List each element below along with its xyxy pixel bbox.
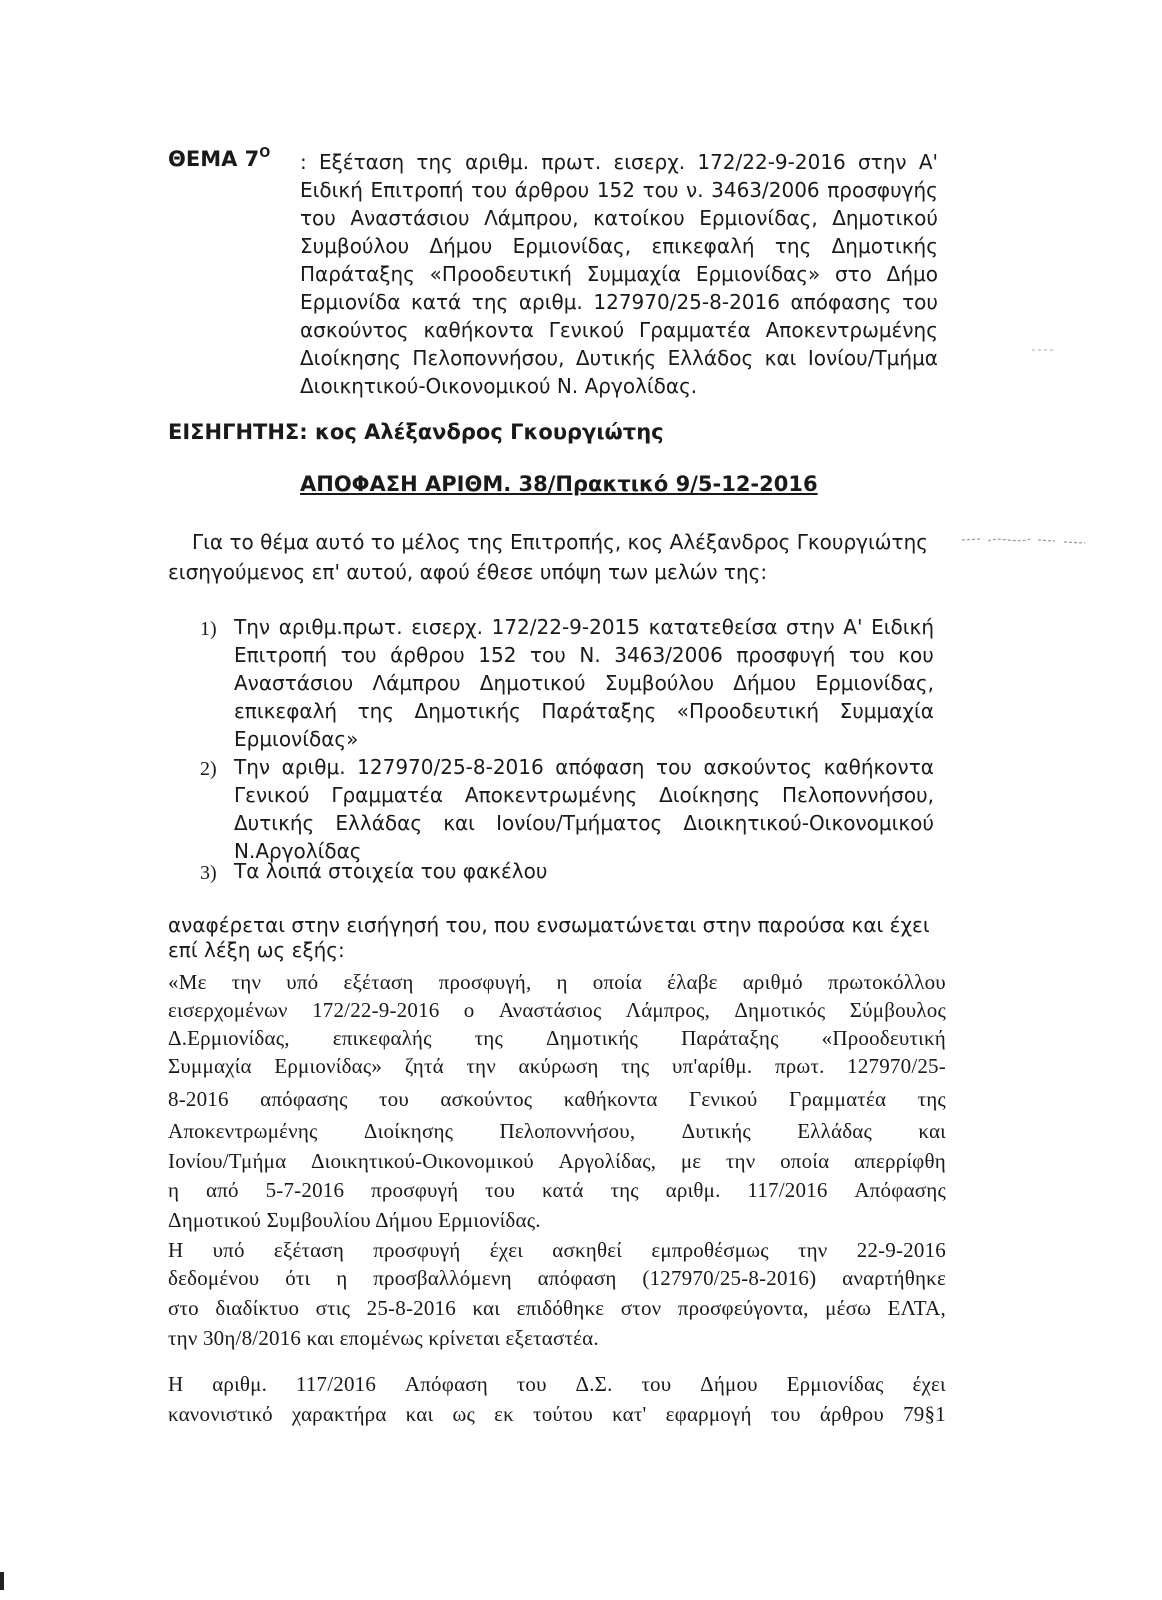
word: Δημοτικής [414,699,521,723]
word: την [797,1238,828,1262]
word: Δήμου [429,234,493,258]
word: Ελλάδας [797,1119,873,1143]
word: προσφυγή [373,1238,461,1262]
word: Πελοποννήσου, [499,1119,636,1143]
word: Απόφασης [854,1178,946,1202]
word: Επιτροπή [370,178,464,202]
word: και [405,1402,434,1426]
word: ασκούντος [703,755,813,779]
word: υπ'αρίθμ. [672,1054,753,1078]
paragraph-line [168,1402,946,1432]
word: έχει [912,1372,946,1396]
word: Ερμιονίδα [300,290,401,314]
word: 22-9-2016 [856,1238,946,1262]
paragraph-line [168,1372,946,1402]
word: ακύρωση [518,1054,599,1078]
word: 5-7-2016 [265,1178,345,1202]
word: Διοικητικού-Οικονομικού [683,811,934,835]
word: υπό [212,1238,245,1262]
word: 172/22-9-2016 [312,998,440,1022]
scan-smudge [960,530,1090,550]
word: αριθμό [742,970,803,994]
list-item-number: 3) [200,862,217,884]
word: Λάμπρος, [625,998,711,1022]
word: αριθμ. [518,290,583,314]
word: ασκούντος [440,1087,533,1111]
theme-line [300,346,938,370]
word: Πελοποννήσου, [781,783,934,807]
word: Δυτικής [234,811,315,835]
scan-edge-mark [0,1572,8,1592]
list-item-number: 1) [200,618,217,640]
word: η [168,1178,180,1202]
quote-line [168,1054,946,1084]
word: απόφασης [260,1087,348,1111]
word: την [725,1149,756,1173]
theme-line [300,206,938,230]
word: επικεφαλής [332,1026,432,1050]
word: Ν. [579,643,601,667]
word: του [300,206,336,230]
word: Ερμιονίδας, [815,671,934,695]
list-item-line [234,699,934,723]
word: ασκούντος [300,318,409,342]
word: Αποκεντρωμένης [168,1119,318,1143]
word: απόφαση [537,1266,617,1290]
word: Λάμπρου [372,671,461,695]
word: της [621,1054,650,1078]
word: 79§1 [903,1402,946,1426]
word: αναρτήθηκε [842,1266,946,1290]
word: Ερμιονίδας [786,1372,884,1396]
word: 127970/25-8-2016 [357,755,544,779]
word: Γραμματέα [331,783,444,807]
word: προσβαλλόμενη [373,1266,512,1290]
quote-line: Δημοτικού Συμβουλίου Δήμου Ερμιονίδας. [168,1208,541,1232]
scan-smudge [1030,345,1060,355]
theme-label-text: ΘΕΜΑ 7 [168,147,260,171]
word: προσφεύγοντα, [677,1296,809,1320]
word: Συμμαχία [586,262,682,286]
word: έλαβε [667,970,718,994]
word: Γενικού [234,783,310,807]
word: υπό [286,970,319,994]
word: Ελλάδας [335,811,423,835]
word: Παράταξης [541,699,657,723]
word: εξέταση [343,970,414,994]
word: αριθμ.πρωτ. [278,615,403,639]
word: 25-8-2016 [366,1296,456,1320]
word: Επιτροπή [234,643,328,667]
word: Διοίκησης [659,783,761,807]
word: της [917,1087,946,1111]
word: του [641,1372,672,1396]
word: Δήμου [733,671,797,695]
word: τούτου [533,1402,593,1426]
word: στο [168,1296,199,1320]
word: προσφυγή [736,643,836,667]
word: Παράταξης [300,262,415,286]
word: Α' [918,150,938,174]
quote-line [168,1119,946,1149]
word: αριθμ. [465,150,530,174]
list-item-line [234,615,934,639]
word: αριθμ. [212,1372,268,1396]
quote-line [168,970,946,1000]
theme-label [168,146,270,171]
list-item-line [234,783,934,807]
word: και [918,1119,946,1143]
word: προσφυγής [827,178,938,202]
paragraph-line [168,1296,946,1326]
word: έχει [489,1238,524,1262]
list-item-line: Τα λοιπά στοιχεία του φακέλου [234,859,548,883]
word: Αναστάσιος [498,998,602,1022]
word: επιδόθηκε [516,1296,605,1320]
word: ο [463,998,475,1022]
word: εφαρμογή [665,1402,752,1426]
word: του [485,1178,516,1202]
word: 172/22-9-2015 [491,615,640,639]
word: κατ' [612,1402,647,1426]
word: Διοικητικού-Οικονομικού [310,1149,534,1173]
word: πρωτοκόλλου [827,970,946,994]
decision-title: ΑΠΟΦΑΣΗ ΑΡΙΘΜ. 38/Πρακτικό 9/5-12-2016 [300,472,818,496]
word: και [472,1296,501,1320]
word: κανονιστικό [168,1402,273,1426]
word: Ιονίου/Τμήματος [496,811,663,835]
word: του [902,290,938,314]
word: απερρίφθη [853,1149,946,1173]
word: η [556,970,568,994]
word: 3463/2006 [614,643,723,667]
word: Ερμιονίδας, [512,234,632,258]
word: της [471,290,509,314]
word: διαδίκτυο [215,1296,300,1320]
word: της [610,1178,639,1202]
word: του [642,178,679,202]
word: 3463/2006 [711,178,820,202]
list-item-line: Ερμιονίδας» [234,727,359,751]
word: την [231,970,262,994]
word: Δ.Σ. [575,1372,613,1396]
word: Γραμματέα [639,318,751,342]
theme-line [300,290,938,314]
word: ζητά [404,1054,444,1078]
word: Η [168,1372,184,1396]
list-item-line [234,755,934,779]
word: άρθρου [514,178,590,202]
word: στον [620,1296,662,1320]
word: Λάμπρου, [484,206,579,230]
reference-line: επί λέξη ως εξής: [168,938,345,962]
quote-line [168,1087,946,1117]
word: (127970/25-8-2016) [642,1266,817,1290]
word: και [443,811,475,835]
word: Απόφαση [404,1372,488,1396]
word: «Προοδευτική [821,1026,946,1050]
word: Συμβούλου [300,234,410,258]
intro-line: εισηγούμενος επ' αυτού, αφού έθεσε υπόψη των μελών της: [168,560,768,584]
word: του [770,1402,801,1426]
word: 8-2016 [168,1087,229,1111]
word: εισερχ. [411,615,483,639]
word: καθήκοντα [823,755,934,779]
word: του [848,643,885,667]
word: Ελλάδος [667,346,754,370]
word: Ιονίου/Τμήμα [807,346,938,370]
word: ν. [686,178,704,202]
word: Δημοτικής [831,234,938,258]
paragraph-line: την 30η/8/2016 και επομένως κρίνεται εξεταστέα. [168,1326,599,1350]
word: κατατεθείσα [648,615,778,639]
word: του [379,1087,409,1111]
quote-line [168,1026,946,1056]
word: Συμμαχία [839,699,934,723]
word: Δημοτικού [479,671,586,695]
word: Συμβούλου [604,671,715,695]
word: κατά [541,1178,584,1202]
word: Πελοποννήσου, [412,346,565,370]
word: πρωτ. [541,150,602,174]
word: Εξέταση [318,150,405,174]
word: Σύμβουλος [849,998,946,1022]
word: Αναστάσιου [234,671,354,695]
word: απόφαση [555,755,645,779]
word: εμπροθέσμως [651,1238,769,1262]
quote-line [168,1149,946,1179]
list-item-number: 2) [200,758,217,780]
word: Αναστάσιου [350,206,470,230]
word: Δημοτικού [832,206,938,230]
word: άρθρου [390,643,465,667]
word: Αποκεντρωμένης [464,783,638,807]
word: ασκηθεί [552,1238,623,1262]
word: ότι [285,1266,311,1290]
word: Δυτικής [681,1119,751,1143]
word: του [471,178,508,202]
word: προσφυγή [371,1178,459,1202]
word: ΕΛΤΑ, [887,1296,946,1320]
word: 172/22-9-2016 [697,150,846,174]
word: Δημοτικός [734,998,826,1022]
list-item-line [234,671,934,695]
word: «Προοδευτική [676,699,820,723]
word: οποία [780,1149,830,1173]
word: του [530,643,566,667]
word: Δήμου [700,1372,758,1396]
word: οποία [592,970,643,994]
word: της [416,150,453,174]
word: 127970/25-8-2016 [593,290,780,314]
rapporteur: ΕΙΣΗΓΗΤΗΣ: κος Αλέξανδρος Γκουργιώτης [168,420,664,444]
word: κου [898,643,934,667]
word: Δημοτικής [546,1026,639,1050]
word: Διοίκησης [363,1119,454,1143]
word: Γραμματέα [788,1087,887,1111]
word: Ερμιονίδας» [695,262,821,286]
word: «Με [168,970,207,994]
word: Διοίκησης [300,346,402,370]
word: με [680,1149,702,1173]
word: απόφασης [790,290,892,314]
theme-line [300,178,938,202]
theme-line [300,150,938,174]
word: Η [168,1238,184,1262]
word: Γενικού [548,318,625,342]
word: Αποκεντρωμένης [765,318,938,342]
word: της [774,234,812,258]
theme-line [300,262,938,286]
word: στην [786,615,835,639]
word: Ερμιονίδας» [274,1054,383,1078]
word: και [764,346,797,370]
word: την [466,1054,496,1078]
quote-line [168,1178,946,1208]
word: κατοίκου [593,206,685,230]
theme-line: Διοικητικού-Οικονομικού Ν. Αργολίδας. [300,374,698,398]
word: «Προοδευτική [429,262,572,286]
word: εξέταση [273,1238,345,1262]
word: καθήκοντα [563,1087,658,1111]
theme-line [300,318,938,342]
word: Δήμο [886,262,938,286]
word: Την [234,755,271,779]
word: Ερμιονίδας, [699,206,818,230]
quote-line [168,998,946,1028]
theme-label-superscript: Ο [259,146,271,161]
word: εισερχομένων [168,998,288,1022]
word: στις [315,1296,351,1320]
word: 117/2016 [747,1178,828,1202]
word: Ιονίου/Τμήμα [168,1149,287,1173]
word: του [516,1372,547,1396]
word: της [357,699,395,723]
word: επικεφαλή [651,234,755,258]
word: του [340,643,377,667]
word: Ειδική [871,615,934,639]
word: 152 [596,178,635,202]
list-item-line [234,811,934,835]
word: Συμμαχία [168,1054,252,1078]
word: Ειδική [300,178,363,202]
paragraph-line [168,1238,946,1268]
word: του [656,755,692,779]
word: Α' [843,615,863,639]
word: Παράταξης [681,1026,779,1050]
word: στην [858,150,907,174]
paragraph-line [168,1266,946,1296]
word: χαρακτήρα [291,1402,387,1426]
intro-line: Για το θέμα αυτό το μέλος της Επιτροπής, κος Αλέξανδρος Γκουργιώτης [192,530,928,554]
word: της [474,1026,503,1050]
word: στο [834,262,872,286]
word: Την [234,615,271,639]
word: επικεφαλή [234,699,338,723]
word: η [336,1266,348,1290]
word: 152 [478,643,517,667]
word: άρθρου [819,1402,884,1426]
word: Δ.Ερμιονίδας, [168,1026,290,1050]
word: προσφυγή, [438,970,532,994]
list-item-line [234,643,934,667]
list-item-line: Ν.Αργολίδας [234,839,362,863]
theme-line [300,234,938,258]
word: Αργολίδας, [558,1149,657,1173]
word: : [300,150,307,174]
word: πρωτ. [774,1054,825,1078]
word: ως [452,1402,475,1426]
word: κατά [411,290,462,314]
word: εκ [494,1402,514,1426]
word: 117/2016 [295,1372,377,1396]
word: από [206,1178,239,1202]
reference-line: αναφέρεται στην εισήγησή του, που ενσωματώνεται στην παρούσα και έχει [168,913,930,937]
word: καθήκοντα [423,318,534,342]
word: Δυτικής [575,346,657,370]
word: 127970/25- [847,1054,946,1078]
word: αριθμ. [281,755,346,779]
word: μέσω [825,1296,872,1320]
word: δεδομένου [168,1266,260,1290]
word: αριθμ. [665,1178,721,1202]
word: εισερχ. [613,150,686,174]
word: Γενικού [689,1087,758,1111]
